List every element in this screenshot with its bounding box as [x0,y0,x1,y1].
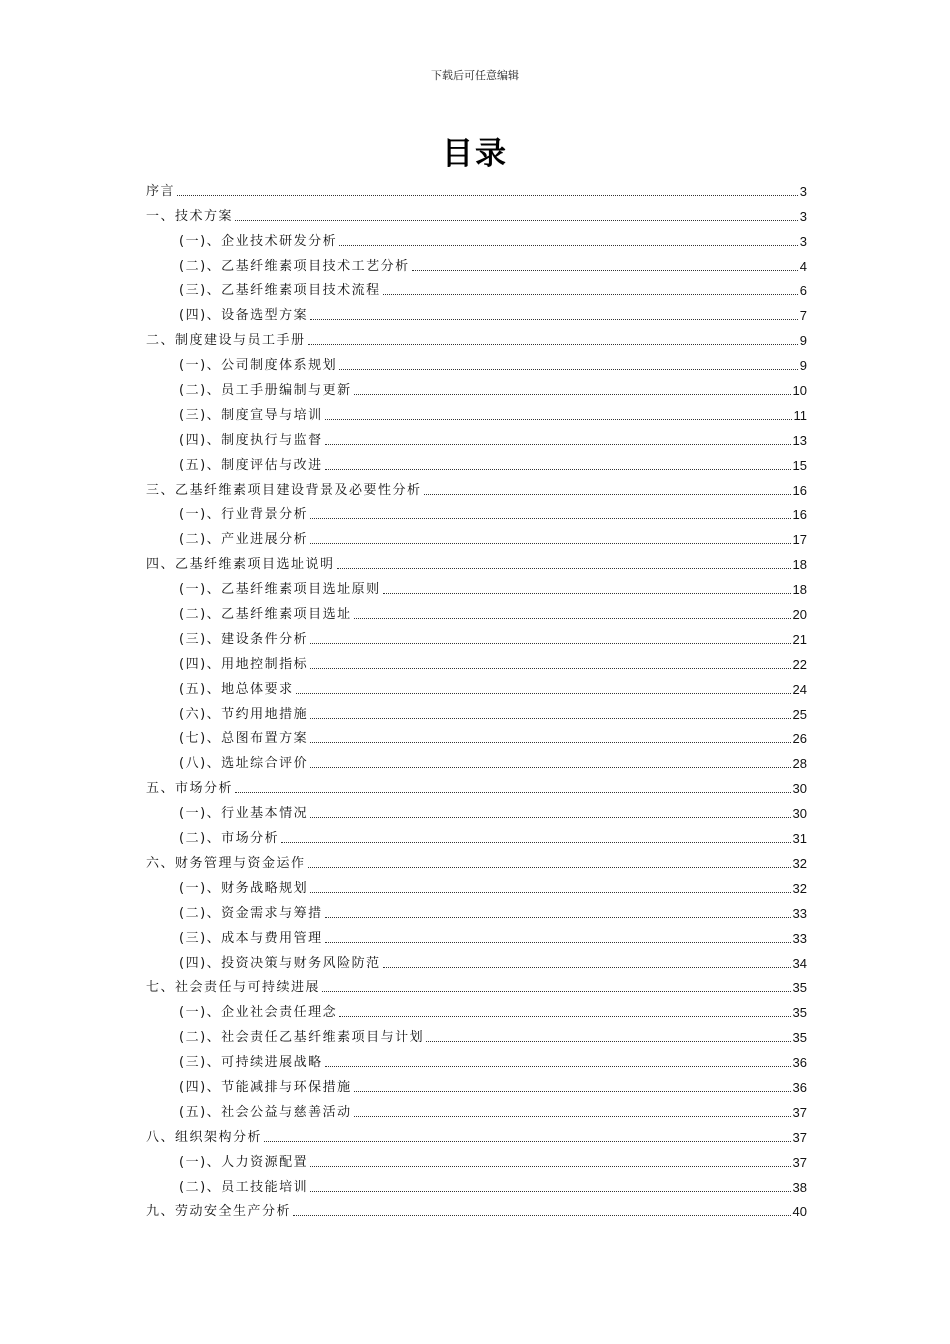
toc-subsection-entry[interactable] [146,573,807,598]
toc-dot-leader [354,1091,791,1092]
toc-subsection-entry[interactable] [146,1071,807,1096]
toc-page-number: 37 [792,1154,807,1170]
toc-section-entry[interactable] [146,175,807,200]
toc-entry-text: (五)、地总体要求 [179,681,294,697]
toc-entry-text: (八)、选址综合评价 [179,756,309,772]
toc-dot-leader [325,917,791,918]
toc-section-entry[interactable] [146,200,807,225]
toc-section-entry[interactable] [146,474,807,499]
toc-subsection-entry[interactable] [146,1046,807,1071]
toc-subsection-entry[interactable] [146,250,807,275]
toc-dot-leader [308,344,798,345]
toc-entry-text: 六、财务管理与资金运作 [146,855,306,871]
toc-page-number: 10 [792,383,807,399]
toc-dot-leader [339,245,798,246]
toc-page-number: 26 [792,731,807,747]
toc-dot-leader [325,444,791,445]
toc-subsection-entry[interactable] [146,399,807,424]
toc-dot-leader [310,668,790,669]
toc-section-entry[interactable] [146,972,807,997]
toc-dot-leader [296,693,791,694]
toc-dot-leader [293,1215,791,1216]
toc-subsection-entry[interactable] [146,1146,807,1171]
toc-page-number: 18 [792,557,807,573]
table-of-contents [146,175,807,1220]
toc-page-number: 3 [799,208,807,224]
toc-page-number: 30 [792,781,807,797]
toc-dot-leader [310,742,790,743]
toc-entry-text: (一)、财务战略规划 [179,880,309,896]
toc-page-number: 18 [792,582,807,598]
toc-entry-text: (二)、社会责任乙基纤维素项目与计划 [179,1030,425,1046]
toc-entry-text: (一)、乙基纤维素项目选址原则 [179,582,381,598]
toc-page-number: 31 [792,831,807,847]
toc-dot-leader [383,593,791,594]
toc-page-number: 7 [799,308,807,324]
toc-dot-leader [281,842,790,843]
toc-dot-leader [412,270,798,271]
toc-dot-leader [310,817,790,818]
toc-dot-leader [383,967,791,968]
toc-entry-text: (二)、资金需求与筹措 [179,905,323,921]
toc-dot-leader [354,394,791,395]
toc-dot-leader [322,991,791,992]
toc-subsection-entry[interactable] [146,225,807,250]
toc-entry-text: (七)、总图布置方案 [179,731,309,747]
toc-dot-leader [310,767,790,768]
toc-entry-text: 二、制度建设与员工手册 [146,333,306,349]
toc-page-number: 11 [793,407,807,423]
toc-entry-text: (三)、建设条件分析 [179,631,309,647]
toc-page-number: 28 [792,756,807,772]
toc-entry-text: (四)、设备选型方案 [179,308,309,324]
toc-dot-leader [325,942,791,943]
toc-subsection-entry[interactable] [146,698,807,723]
toc-subsection-entry[interactable] [146,374,807,399]
toc-entry-text: 三、乙基纤维素项目建设背景及必要性分析 [146,482,422,498]
page-title: 目录 [442,136,508,172]
toc-dot-leader [354,618,791,619]
toc-page-number: 36 [792,1055,807,1071]
toc-subsection-entry[interactable] [146,523,807,548]
toc-subsection-entry[interactable] [146,449,807,474]
toc-dot-leader [337,568,791,569]
toc-dot-leader [310,1191,790,1192]
toc-entry-text: (一)、行业背景分析 [179,507,309,523]
toc-entry-text: 七、社会责任与可持续进展 [146,980,321,996]
toc-dot-leader [310,643,790,644]
toc-entry-text: (四)、用地控制指标 [179,656,309,672]
toc-entry-text: (一)、行业基本情况 [179,806,309,822]
toc-entry-text: (一)、企业技术研发分析 [179,233,338,249]
toc-subsection-entry[interactable] [146,648,807,673]
toc-page-number: 33 [792,905,807,921]
toc-subsection-entry[interactable] [146,623,807,648]
toc-entry-text: (五)、社会公益与慈善活动 [179,1104,352,1120]
toc-dot-leader [177,195,798,196]
toc-dot-leader [325,1066,791,1067]
toc-subsection-entry[interactable] [146,797,807,822]
toc-subsection-entry[interactable] [146,499,807,524]
toc-page-number: 37 [792,1129,807,1145]
toc-entry-text: (三)、乙基纤维素项目技术流程 [179,283,381,299]
toc-page-number: 6 [799,283,807,299]
toc-subsection-entry[interactable] [146,747,807,772]
toc-page-number: 9 [799,333,807,349]
toc-subsection-entry[interactable] [146,349,807,374]
toc-page-number: 38 [792,1179,807,1195]
toc-entry-text: (二)、产业进展分析 [179,532,309,548]
toc-page-number: 15 [792,457,807,473]
toc-entry-text: 五、市场分析 [146,781,234,797]
toc-section-entry[interactable] [146,847,807,872]
toc-entry-text: (三)、成本与费用管理 [179,930,323,946]
toc-entry-text: (五)、制度评估与改进 [179,457,323,473]
toc-subsection-entry[interactable] [146,947,807,972]
toc-page-number: 16 [792,482,807,498]
toc-section-entry[interactable] [146,1196,807,1221]
toc-dot-leader [235,220,798,221]
toc-entry-text: (二)、员工手册编制与更新 [179,383,352,399]
toc-subsection-entry[interactable] [146,996,807,1021]
header-note: 下载后可任意编辑 [431,69,519,82]
toc-dot-leader [310,892,790,893]
toc-dot-leader [264,1141,791,1142]
toc-entry-text: 序言 [146,183,176,199]
toc-page-number: 35 [792,1030,807,1046]
toc-entry-text: (二)、乙基纤维素项目选址 [179,607,352,623]
toc-page-number: 16 [792,507,807,523]
toc-subsection-entry[interactable] [146,1021,807,1046]
toc-subsection-entry[interactable] [146,424,807,449]
toc-section-entry[interactable] [146,548,807,573]
toc-dot-leader [310,543,790,544]
toc-entry-text: 一、技术方案 [146,208,234,224]
toc-entry-text: (四)、制度执行与监督 [179,432,323,448]
toc-page-number: 4 [799,258,807,274]
toc-dot-leader [310,1166,790,1167]
toc-page-number: 32 [792,880,807,896]
toc-page-number: 24 [792,681,807,697]
toc-page-number: 13 [792,432,807,448]
toc-dot-leader [339,369,798,370]
toc-dot-leader [310,518,790,519]
toc-subsection-entry[interactable] [146,922,807,947]
toc-page-number: 3 [799,183,807,199]
toc-entry-text: 八、组织架构分析 [146,1129,263,1145]
toc-entry-text: 九、劳动安全生产分析 [146,1204,292,1220]
toc-entry-text: (一)、公司制度体系规划 [179,358,338,374]
toc-page-number: 37 [792,1104,807,1120]
toc-page-number: 30 [792,806,807,822]
toc-dot-leader [325,419,792,420]
toc-page-number: 35 [792,1005,807,1021]
toc-subsection-entry[interactable] [146,299,807,324]
toc-entry-text: (四)、节能减排与环保措施 [179,1079,352,1095]
toc-page-number: 17 [792,532,807,548]
toc-section-entry[interactable] [146,772,807,797]
toc-page-number: 22 [792,656,807,672]
toc-subsection-entry[interactable] [146,673,807,698]
toc-entry-text: (三)、可持续进展战略 [179,1055,323,1071]
toc-entry-text: (一)、企业社会责任理念 [179,1005,338,1021]
toc-dot-leader [383,294,798,295]
toc-entry-text: (二)、市场分析 [179,831,280,847]
toc-page-number: 36 [792,1079,807,1095]
toc-entry-text: (一)、人力资源配置 [179,1154,309,1170]
toc-dot-leader [310,319,798,320]
toc-page-number: 40 [792,1204,807,1220]
toc-page-number: 32 [792,855,807,871]
toc-entry-text: (二)、乙基纤维素项目技术工艺分析 [179,258,410,274]
toc-entry-text: (六)、节约用地措施 [179,706,309,722]
toc-subsection-entry[interactable] [146,1096,807,1121]
toc-entry-text: 四、乙基纤维素项目选址说明 [146,557,335,573]
toc-dot-leader [325,469,791,470]
toc-dot-leader [426,1041,790,1042]
toc-page-number: 35 [792,980,807,996]
toc-dot-leader [235,792,791,793]
toc-subsection-entry[interactable] [146,1171,807,1196]
toc-page-number: 33 [792,930,807,946]
toc-page-number: 25 [792,706,807,722]
toc-section-entry[interactable] [146,1121,807,1146]
toc-dot-leader [339,1016,790,1017]
toc-subsection-entry[interactable] [146,872,807,897]
toc-dot-leader [310,718,790,719]
toc-page-number: 9 [799,358,807,374]
toc-subsection-entry[interactable] [146,822,807,847]
toc-dot-leader [424,494,791,495]
toc-subsection-entry[interactable] [146,598,807,623]
toc-entry-text: (四)、投资决策与财务风险防范 [179,955,381,971]
toc-dot-leader [354,1116,791,1117]
toc-subsection-entry[interactable] [146,897,807,922]
toc-entry-text: (三)、制度宣导与培训 [179,407,323,423]
toc-page-number: 34 [792,955,807,971]
toc-subsection-entry[interactable] [146,275,807,300]
toc-page-number: 3 [799,233,807,249]
toc-subsection-entry[interactable] [146,723,807,748]
toc-dot-leader [308,867,791,868]
toc-page-number: 20 [792,607,807,623]
toc-section-entry[interactable] [146,324,807,349]
toc-page-number: 21 [792,631,807,647]
toc-entry-text: (二)、员工技能培训 [179,1179,309,1195]
